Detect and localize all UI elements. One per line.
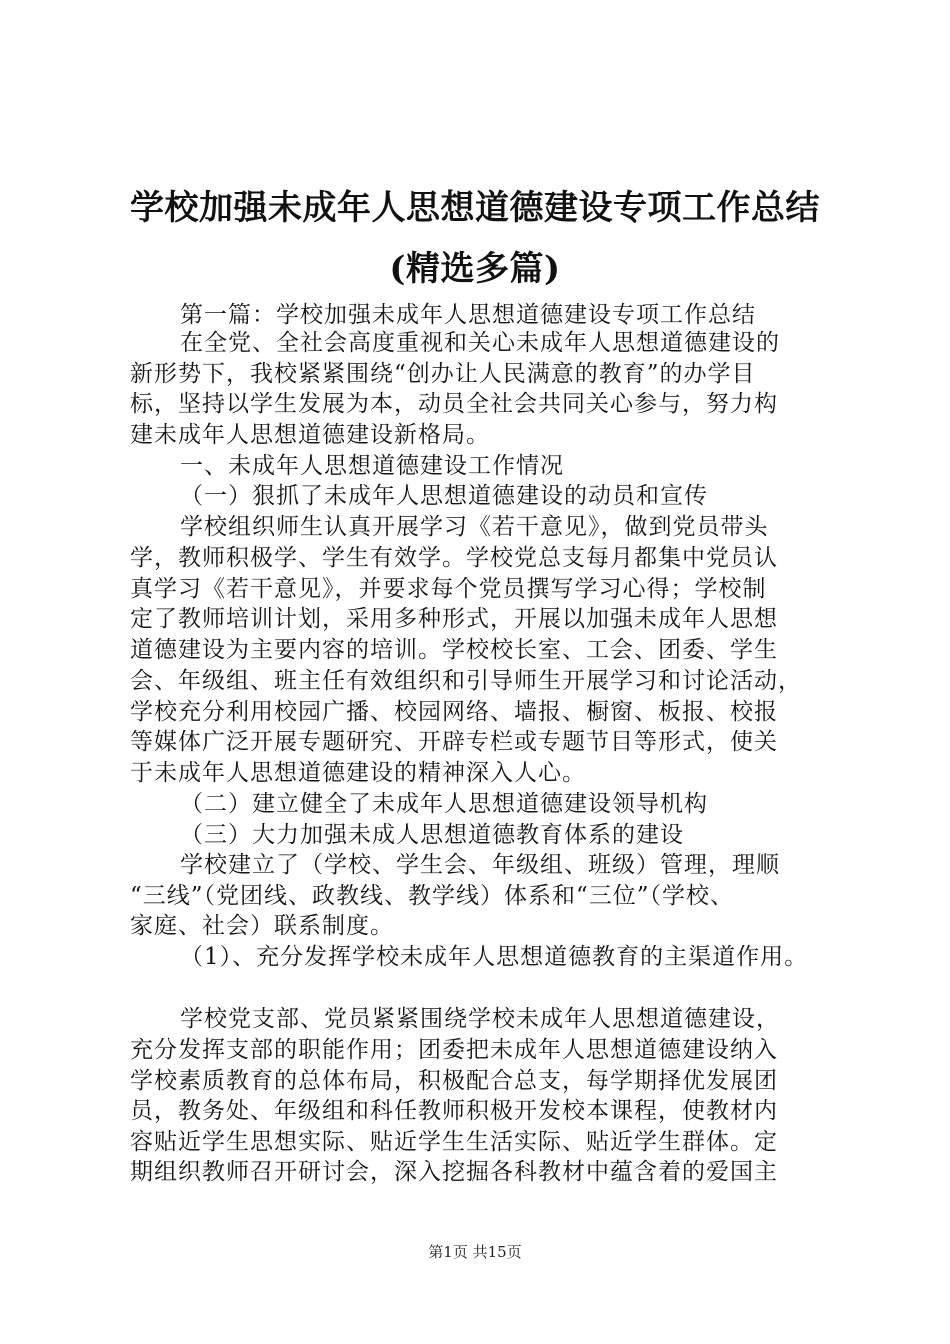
paragraph-line: 等媒体广泛开展专题研究、开辟专栏或专题节目等形式，使关: [130, 729, 778, 755]
paragraph-line: 标，坚持以学生发展为本，动员全社会共同关心参与，努力构: [130, 391, 778, 417]
paragraph-line: 家庭、社会）联系制度。: [130, 913, 394, 939]
paragraph-line: 员，教务处、年级组和科任教师积极开发校本课程，使教材内: [130, 1098, 778, 1124]
paragraph-line: （1）、充分发挥学校未成年人思想道德教育的主渠道作用。: [180, 944, 809, 970]
paragraph-line: 学校组织师生认真开展学习《若干意见》，做到党员带头: [180, 514, 769, 540]
paragraph-line: 学校充分利用校园广播、校园网络、墙报、橱窗、板报、校报: [130, 699, 778, 725]
paragraph-line: 真学习《若干意见》，并要求每个党员撰写学习心得；学校制: [130, 576, 767, 602]
paragraph-line: 道德建设为主要内容的培训。学校校长室、工会、团委、学生: [130, 637, 778, 663]
paragraph-line: 充分发挥支部的职能作用；团委把未成年人思想道德建设纳入: [130, 1037, 778, 1063]
paragraph-line: （三）大力加强未成人思想道德教育体系的建设: [180, 822, 684, 848]
paragraph-line: 新形势下，我校紧紧围绕“创办让人民满意的教育”的办学目: [130, 361, 756, 387]
paragraph-line: 一、未成年人思想道德建设工作情况: [180, 453, 564, 479]
paragraph-line: 定了教师培训计划，采用多种形式，开展以加强未成年人思想: [130, 606, 778, 632]
paragraph-line: 第一篇：学校加强未成年人思想道德建设专项工作总结: [180, 302, 756, 328]
paragraph-line: 在全党、全社会高度重视和关心未成年人思想道德建设的: [180, 330, 780, 356]
paragraph-line: （二）建立健全了未成年人思想道德建设领导机构: [180, 791, 708, 817]
paragraph-line: 建未成年人思想道德建设新格局。: [130, 422, 490, 448]
paragraph-line: 学校建立了（学校、学生会、年级组、班级）管理，理顺: [180, 852, 780, 878]
paragraph-line: 学校党支部、党员紧紧围绕学校未成年人思想道德建设，: [180, 1006, 780, 1032]
page-footer: 第1页 共15页: [428, 1243, 522, 1261]
paragraph-line: 期组织教师召开研讨会，深入挖掘各科教材中蕴含着的爱国主: [130, 1159, 778, 1185]
paragraph-line: 学，教师积极学、学生有效学。学校党总支每月都集中党员认: [130, 545, 778, 571]
paragraph-line: 会、年级组、班主任有效组织和引导师生开展学习和讨论活动，: [130, 668, 802, 694]
paragraph-line: 于未成年人思想道德建设的精神深入人心。: [130, 760, 586, 786]
paragraph-line: “三线”（党团线、政教线、教学线）体系和“三位”（学校、: [130, 883, 735, 909]
document-title-line2: (精选多篇): [389, 249, 561, 289]
paragraph-line: 学校素质教育的总体布局，积极配合总支，每学期择优发展团: [130, 1068, 778, 1094]
document-title-line1: 学校加强未成年人思想道德建设专项工作总结: [130, 188, 820, 228]
paragraph-line: （一）狠抓了未成年人思想道德建设的动员和宣传: [180, 483, 708, 509]
paragraph-line: 容贴近学生思想实际、贴近学生生活实际、贴近学生群体。定: [130, 1129, 778, 1155]
